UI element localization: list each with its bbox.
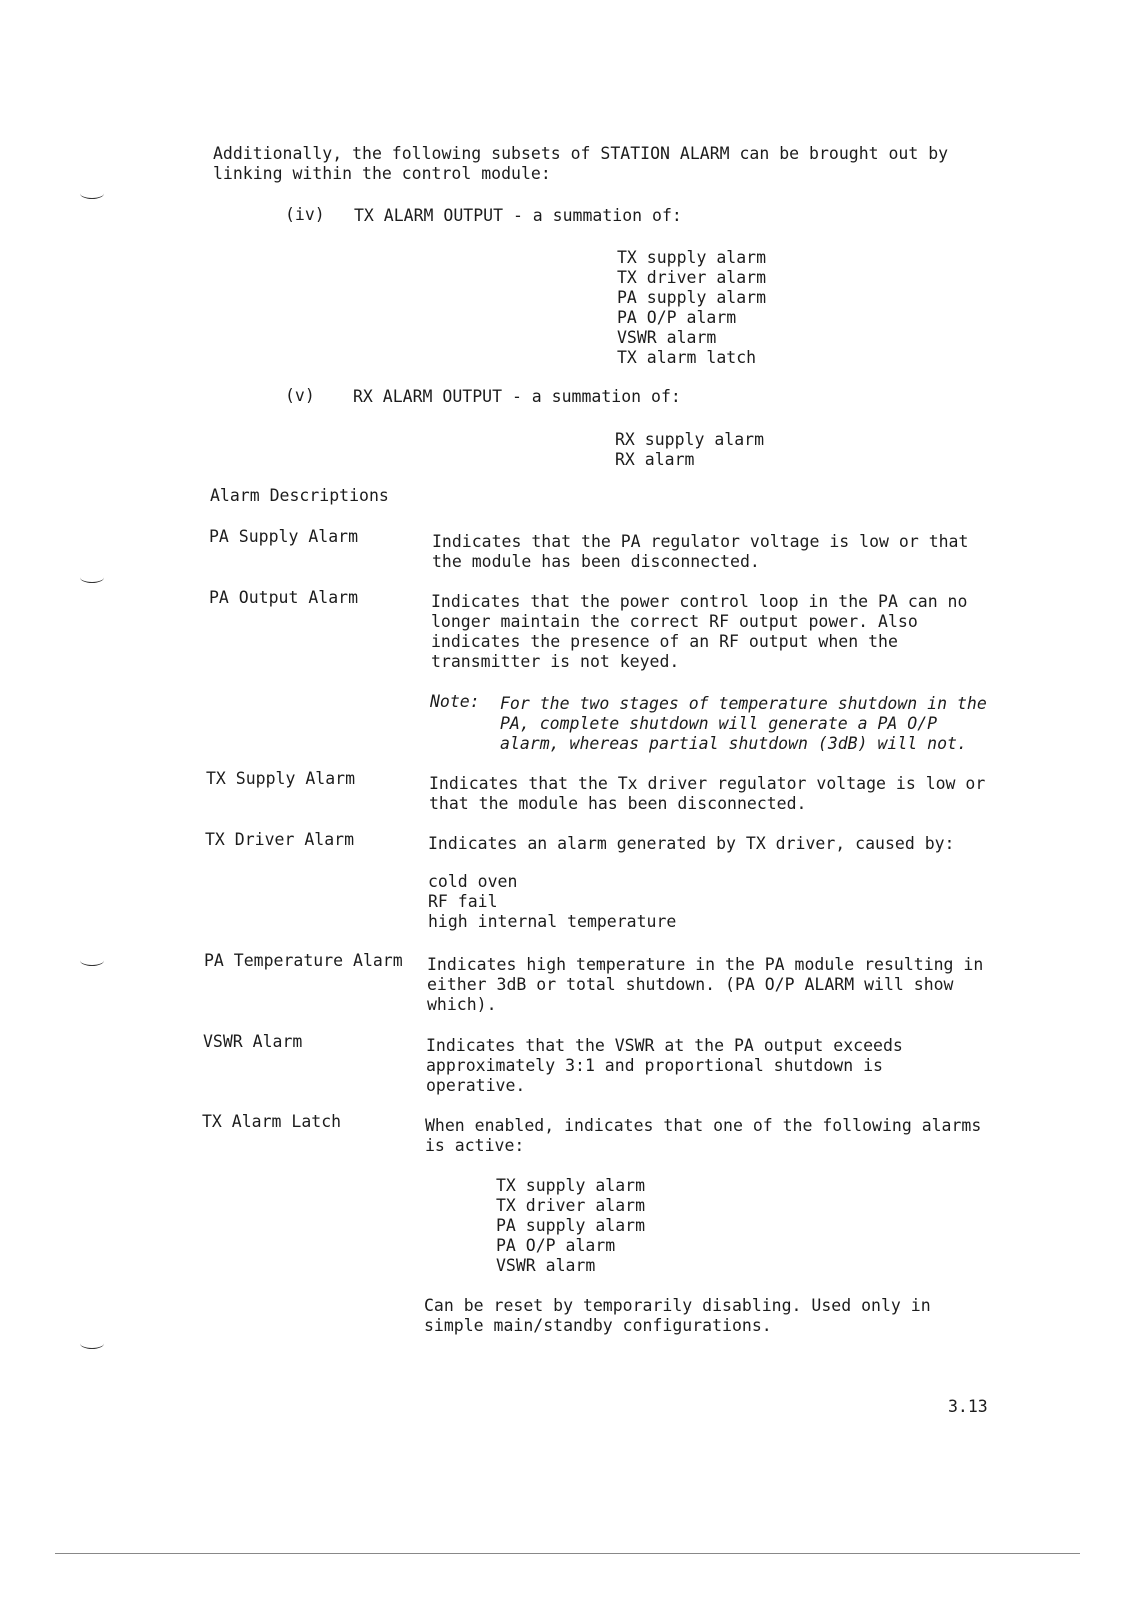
- description-line: longer maintain the correct RF output power. Also: [431, 612, 918, 631]
- punch-mark: [80, 188, 104, 199]
- list-item: TX alarm latch: [617, 348, 757, 367]
- description-line: When enabled, indicates that one of the following alarms: [425, 1116, 982, 1135]
- description-line: Indicates that the power control loop in the PA can no: [431, 592, 968, 611]
- section-heading: Alarm Descriptions: [210, 486, 389, 505]
- alarm-term: TX Supply Alarm: [206, 769, 356, 788]
- note-text: [500, 694, 987, 754]
- page-edge-line: [55, 1553, 1080, 1554]
- list-item: TX driver alarm: [617, 268, 767, 287]
- output-number: (iv): [285, 205, 325, 224]
- punch-mark: [80, 1338, 104, 1349]
- alarm-description: [426, 1036, 903, 1096]
- output-number: (v): [285, 386, 315, 405]
- description-line: is active:: [425, 1136, 525, 1155]
- note-label: Note:: [430, 692, 480, 711]
- description-line: simple main/standby configurations.: [424, 1316, 772, 1335]
- alarm-description: [432, 532, 968, 572]
- alarm-term: PA Output Alarm: [209, 588, 359, 607]
- description-line: Indicates an alarm generated by TX driver, caused by:: [428, 834, 955, 853]
- alarm-description: [427, 955, 983, 1015]
- alarm-term: TX Alarm Latch: [202, 1112, 342, 1131]
- alarm-description: [425, 1116, 981, 1156]
- note-line: alarm, whereas partial shutdown (3dB) will not.: [500, 734, 967, 753]
- output-item-list: [617, 248, 766, 368]
- description-line: transmitter is not keyed.: [431, 652, 680, 671]
- description-line: either 3dB or total shutdown. (PA O/P ALARM will show: [427, 975, 954, 994]
- output-item-list: [615, 430, 764, 470]
- list-item: VSWR alarm: [496, 1256, 596, 1275]
- alarm-term: PA Supply Alarm: [209, 527, 359, 546]
- cause-list: [428, 872, 676, 932]
- list-item: TX supply alarm: [617, 248, 767, 267]
- list-item: RX supply alarm: [615, 430, 765, 449]
- latch-alarm-list: [496, 1176, 645, 1276]
- punch-mark: [80, 572, 104, 583]
- alarm-term: TX Driver Alarm: [205, 830, 355, 849]
- intro-paragraph: [213, 144, 948, 184]
- list-item: PA supply alarm: [496, 1216, 646, 1235]
- description-line: Indicates that the Tx driver regulator voltage is low or: [429, 774, 986, 793]
- alarm-term: VSWR Alarm: [203, 1032, 303, 1051]
- list-item: high internal temperature: [428, 912, 677, 931]
- list-item: TX driver alarm: [496, 1196, 646, 1215]
- description-line: Indicates that the PA regulator voltage is low or that: [432, 532, 969, 551]
- list-item: cold oven: [428, 872, 518, 891]
- description-line: operative.: [426, 1076, 526, 1095]
- description-line: approximately 3:1 and proportional shutdown is: [426, 1056, 883, 1075]
- list-item: RF fail: [428, 892, 498, 911]
- description-line: Indicates that the VSWR at the PA output exceeds: [426, 1036, 903, 1055]
- output-label: TX ALARM OUTPUT - a summation of:: [354, 206, 682, 225]
- note-line: For the two stages of temperature shutdown in the: [500, 694, 987, 713]
- note-line: PA, complete shutdown will generate a PA O/P: [500, 714, 938, 733]
- description-line: the module has been disconnected.: [432, 552, 760, 571]
- intro-line: Additionally, the following subsets of STATION ALARM can be brought out by: [213, 144, 949, 163]
- list-item: PA O/P alarm: [496, 1236, 616, 1255]
- list-item: VSWR alarm: [617, 328, 717, 347]
- alarm-term: PA Temperature Alarm: [204, 951, 403, 970]
- description-line: Can be reset by temporarily disabling. Used only in: [424, 1296, 931, 1315]
- list-item: RX alarm: [615, 450, 695, 469]
- description-line: Indicates high temperature in the PA module resulting in: [427, 955, 984, 974]
- description-line: which).: [427, 995, 497, 1014]
- latch-reset-note: [424, 1296, 931, 1336]
- alarm-description: [431, 592, 967, 672]
- list-item: PA supply alarm: [617, 288, 767, 307]
- page-number: 3.13: [948, 1397, 988, 1416]
- alarm-description: [429, 774, 985, 814]
- list-item: PA O/P alarm: [617, 308, 737, 327]
- list-item: TX supply alarm: [496, 1176, 646, 1195]
- description-line: that the module has been disconnected.: [429, 794, 807, 813]
- intro-line: linking within the control module:: [213, 164, 551, 183]
- output-label: RX ALARM OUTPUT - a summation of:: [353, 387, 681, 406]
- punch-mark: [80, 955, 104, 966]
- description-line: indicates the presence of an RF output when the: [431, 632, 898, 651]
